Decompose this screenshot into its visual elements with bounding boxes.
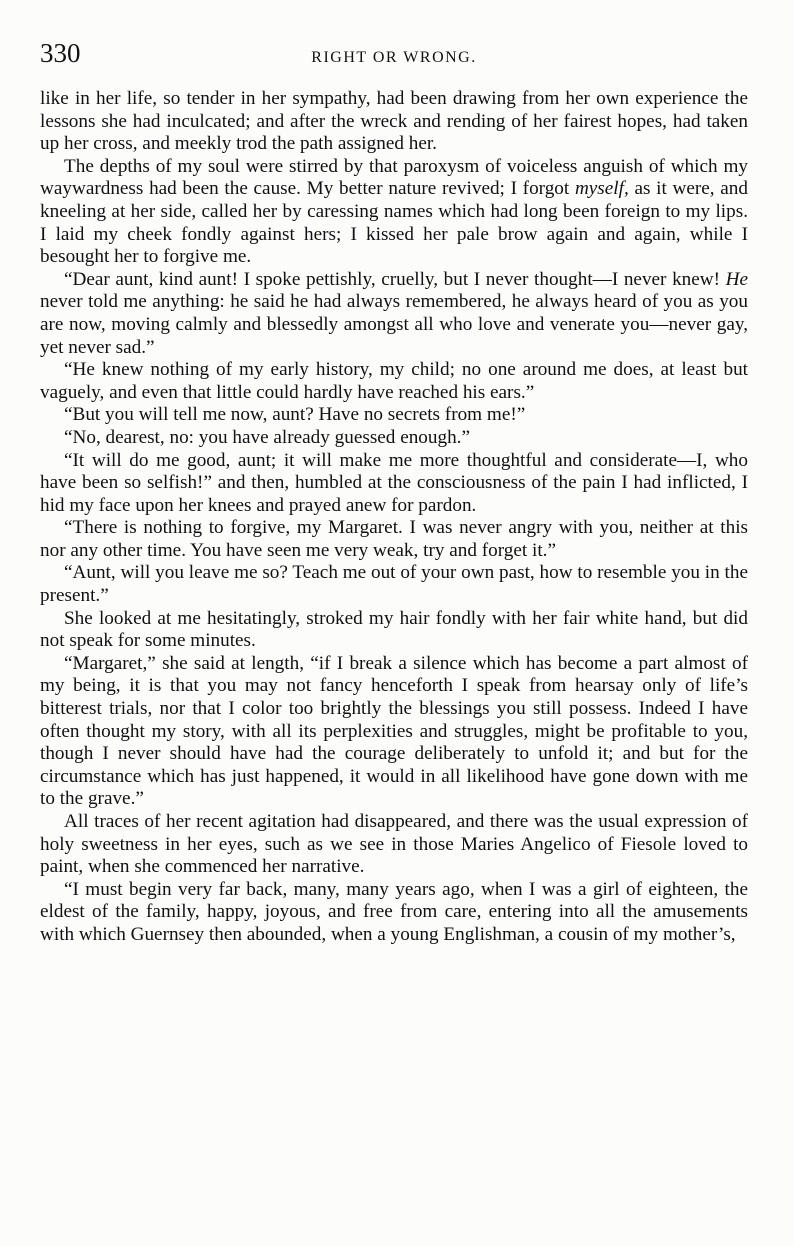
text-run: “But you will tell me now, aunt? Have no secrets from me!” — [64, 404, 526, 426]
body-text — [40, 88, 748, 947]
paragraph — [40, 653, 748, 811]
text-run: “I must begin very far back, many, many years ago, when I was a girl of eighteen, the eldest of the family, happy, joyous, and free from care, entering into all the amusements with which Guernsey then abounded, when a young Englishman, a cousin of my mother’s, — [40, 878, 748, 945]
text-run: “Margaret,” she said at length, “if I break a silence which has become a part almost of my being, it is that you may not fancy henceforth I speak from hearsay only of life’s bitterest trials, nor that I color too brightly the blessings you still possess. Indeed I have often thought my story, with all its perplexities and struggles, might be profitable to you, though I never should have had the courage deliberately to unfold it; and but for the circumstance which has just happened, it would in all likelihood have gone down with me to the grave.” — [40, 652, 748, 810]
text-run: never told me anything: he said he had always remembered, he always heard of you as you are now, moving calmly and blessedly amongst all who love and venerate you—never gay, yet never sad.” — [40, 291, 748, 358]
paragraph — [40, 359, 748, 404]
text-run: “No, dearest, no: you have already guessed enough.” — [64, 426, 470, 448]
paragraph — [40, 404, 748, 427]
text-run: “There is nothing to forgive, my Margaret. I was never angry with you, neither at this nor any other time. You have seen me very weak, try and forget it.” — [40, 517, 748, 561]
text-run: “Aunt, will you leave me so? Teach me out of your own past, how to resemble you in the present.” — [40, 562, 748, 607]
paragraph — [40, 88, 748, 156]
text-run: The depths of my soul were stirred by that paroxysm of voiceless anguish of which my waywardness had been the cause. My better nature revived; I forgot — [40, 155, 748, 200]
text-run: “He knew nothing of my early history, my child; no one around me does, at least but vaguely, and even that little could hardly have reached his ears.” — [40, 359, 748, 403]
text-run: All traces of her recent agitation had disappeared, and there was the usual expression of holy sweetness in her eyes, such as we see in those Maries Angelico of Fiesole loved to paint, when she commenced her narrative. — [40, 811, 748, 878]
paragraph — [40, 156, 748, 269]
text-run: like in her life, so tender in her sympathy, had been drawing from her own experience the lessons she had inculcated; and after the wreck and rending of her fairest hopes, had taken up her cross, and meekly trod the path assigned her. — [40, 88, 748, 155]
page-header — [40, 38, 748, 88]
paragraph — [40, 427, 748, 450]
text-run: She looked at me hesitatingly, stroked my hair fondly with her fair white hand, but did not speak for some minutes. — [40, 607, 748, 652]
paragraph — [40, 811, 748, 879]
page-number: 330 — [40, 38, 81, 68]
running-title: RIGHT OR WRONG. — [311, 49, 477, 66]
paragraph — [40, 879, 748, 947]
paragraph — [40, 608, 748, 653]
text-run: as it were, and kneeling at her side, called her by caressing names which had long been foreign to my lips. I laid my cheek fondly against hers; I kissed her pale brow again and again, while I besought her to forgive me. — [40, 178, 748, 268]
italic-text-run: He — [725, 268, 748, 290]
paragraph — [40, 517, 748, 562]
text-run: “It will do me good, aunt; it will make me more thoughtful and considerate—I, who have been so selfish!” and then, humbled at the consciousness of the pain I had inflicted, I hid my face upon her knees and prayed anew for pardon. — [40, 449, 748, 516]
italic-text-run: myself, — [574, 178, 629, 200]
paragraph — [40, 269, 748, 359]
paragraph — [40, 450, 748, 518]
text-run: “Dear aunt, kind aunt! I spoke pettishly, cruelly, but I never thought—I never knew! — [64, 268, 726, 290]
paragraph — [40, 562, 748, 607]
